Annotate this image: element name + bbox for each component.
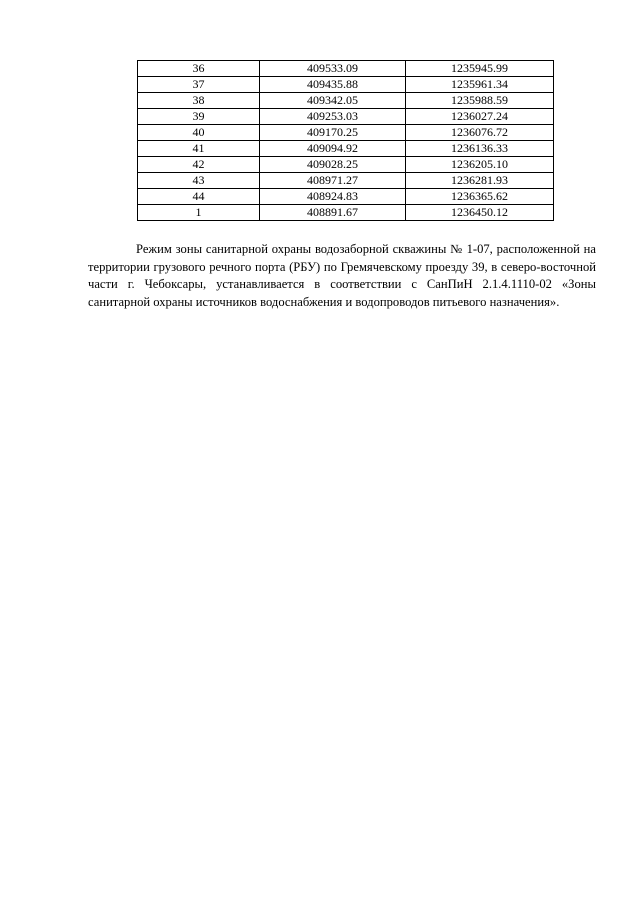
x-coordinate-cell: 408971.27 — [260, 173, 406, 189]
table-row — [138, 157, 554, 173]
point-number-cell: 36 — [138, 61, 260, 77]
y-coordinate-cell: 1236281.93 — [406, 173, 554, 189]
table-row — [138, 141, 554, 157]
table-row — [138, 205, 554, 221]
point-number-cell: 40 — [138, 125, 260, 141]
y-coordinate-cell: 1235961.34 — [406, 77, 554, 93]
point-number-cell: 38 — [138, 93, 260, 109]
y-coordinate-cell: 1235988.59 — [406, 93, 554, 109]
y-coordinate-cell: 1236027.24 — [406, 109, 554, 125]
x-coordinate-cell: 408891.67 — [260, 205, 406, 221]
y-coordinate-cell: 1236205.10 — [406, 157, 554, 173]
x-coordinate-cell: 408924.83 — [260, 189, 406, 205]
coordinates-table — [137, 60, 554, 221]
point-number-cell: 44 — [138, 189, 260, 205]
table-row — [138, 93, 554, 109]
y-coordinate-cell: 1236136.33 — [406, 141, 554, 157]
x-coordinate-cell: 409533.09 — [260, 61, 406, 77]
table-row — [138, 173, 554, 189]
point-number-cell: 41 — [138, 141, 260, 157]
table-row — [138, 125, 554, 141]
table-row — [138, 109, 554, 125]
x-coordinate-cell: 409094.92 — [260, 141, 406, 157]
body-paragraph: Режим зоны санитарной охраны водозаборной скважины № 1-07, расположенной на территории грузового речного порта (РБУ) по Гремячевскому проезду 39, в северо-восточной части г. Чебоксары, устанавливается в соответствии с СанПиН 2.1.4.1110-02 «Зоны санитарной охраны источников водоснабжения и водопроводов питьевого назначения». — [88, 242, 596, 309]
x-coordinate-cell: 409435.88 — [260, 77, 406, 93]
y-coordinate-cell: 1236365.62 — [406, 189, 554, 205]
point-number-cell: 37 — [138, 77, 260, 93]
point-number-cell: 39 — [138, 109, 260, 125]
x-coordinate-cell: 409253.03 — [260, 109, 406, 125]
x-coordinate-cell: 409342.05 — [260, 93, 406, 109]
table-row — [138, 61, 554, 77]
point-number-cell: 43 — [138, 173, 260, 189]
y-coordinate-cell: 1236076.72 — [406, 125, 554, 141]
point-number-cell: 42 — [138, 157, 260, 173]
point-number-cell: 1 — [138, 205, 260, 221]
x-coordinate-cell: 409170.25 — [260, 125, 406, 141]
x-coordinate-cell: 409028.25 — [260, 157, 406, 173]
y-coordinate-cell: 1236450.12 — [406, 205, 554, 221]
y-coordinate-cell: 1235945.99 — [406, 61, 554, 77]
table-row — [138, 189, 554, 205]
coordinates-table-body — [138, 61, 554, 221]
table-row — [138, 77, 554, 93]
